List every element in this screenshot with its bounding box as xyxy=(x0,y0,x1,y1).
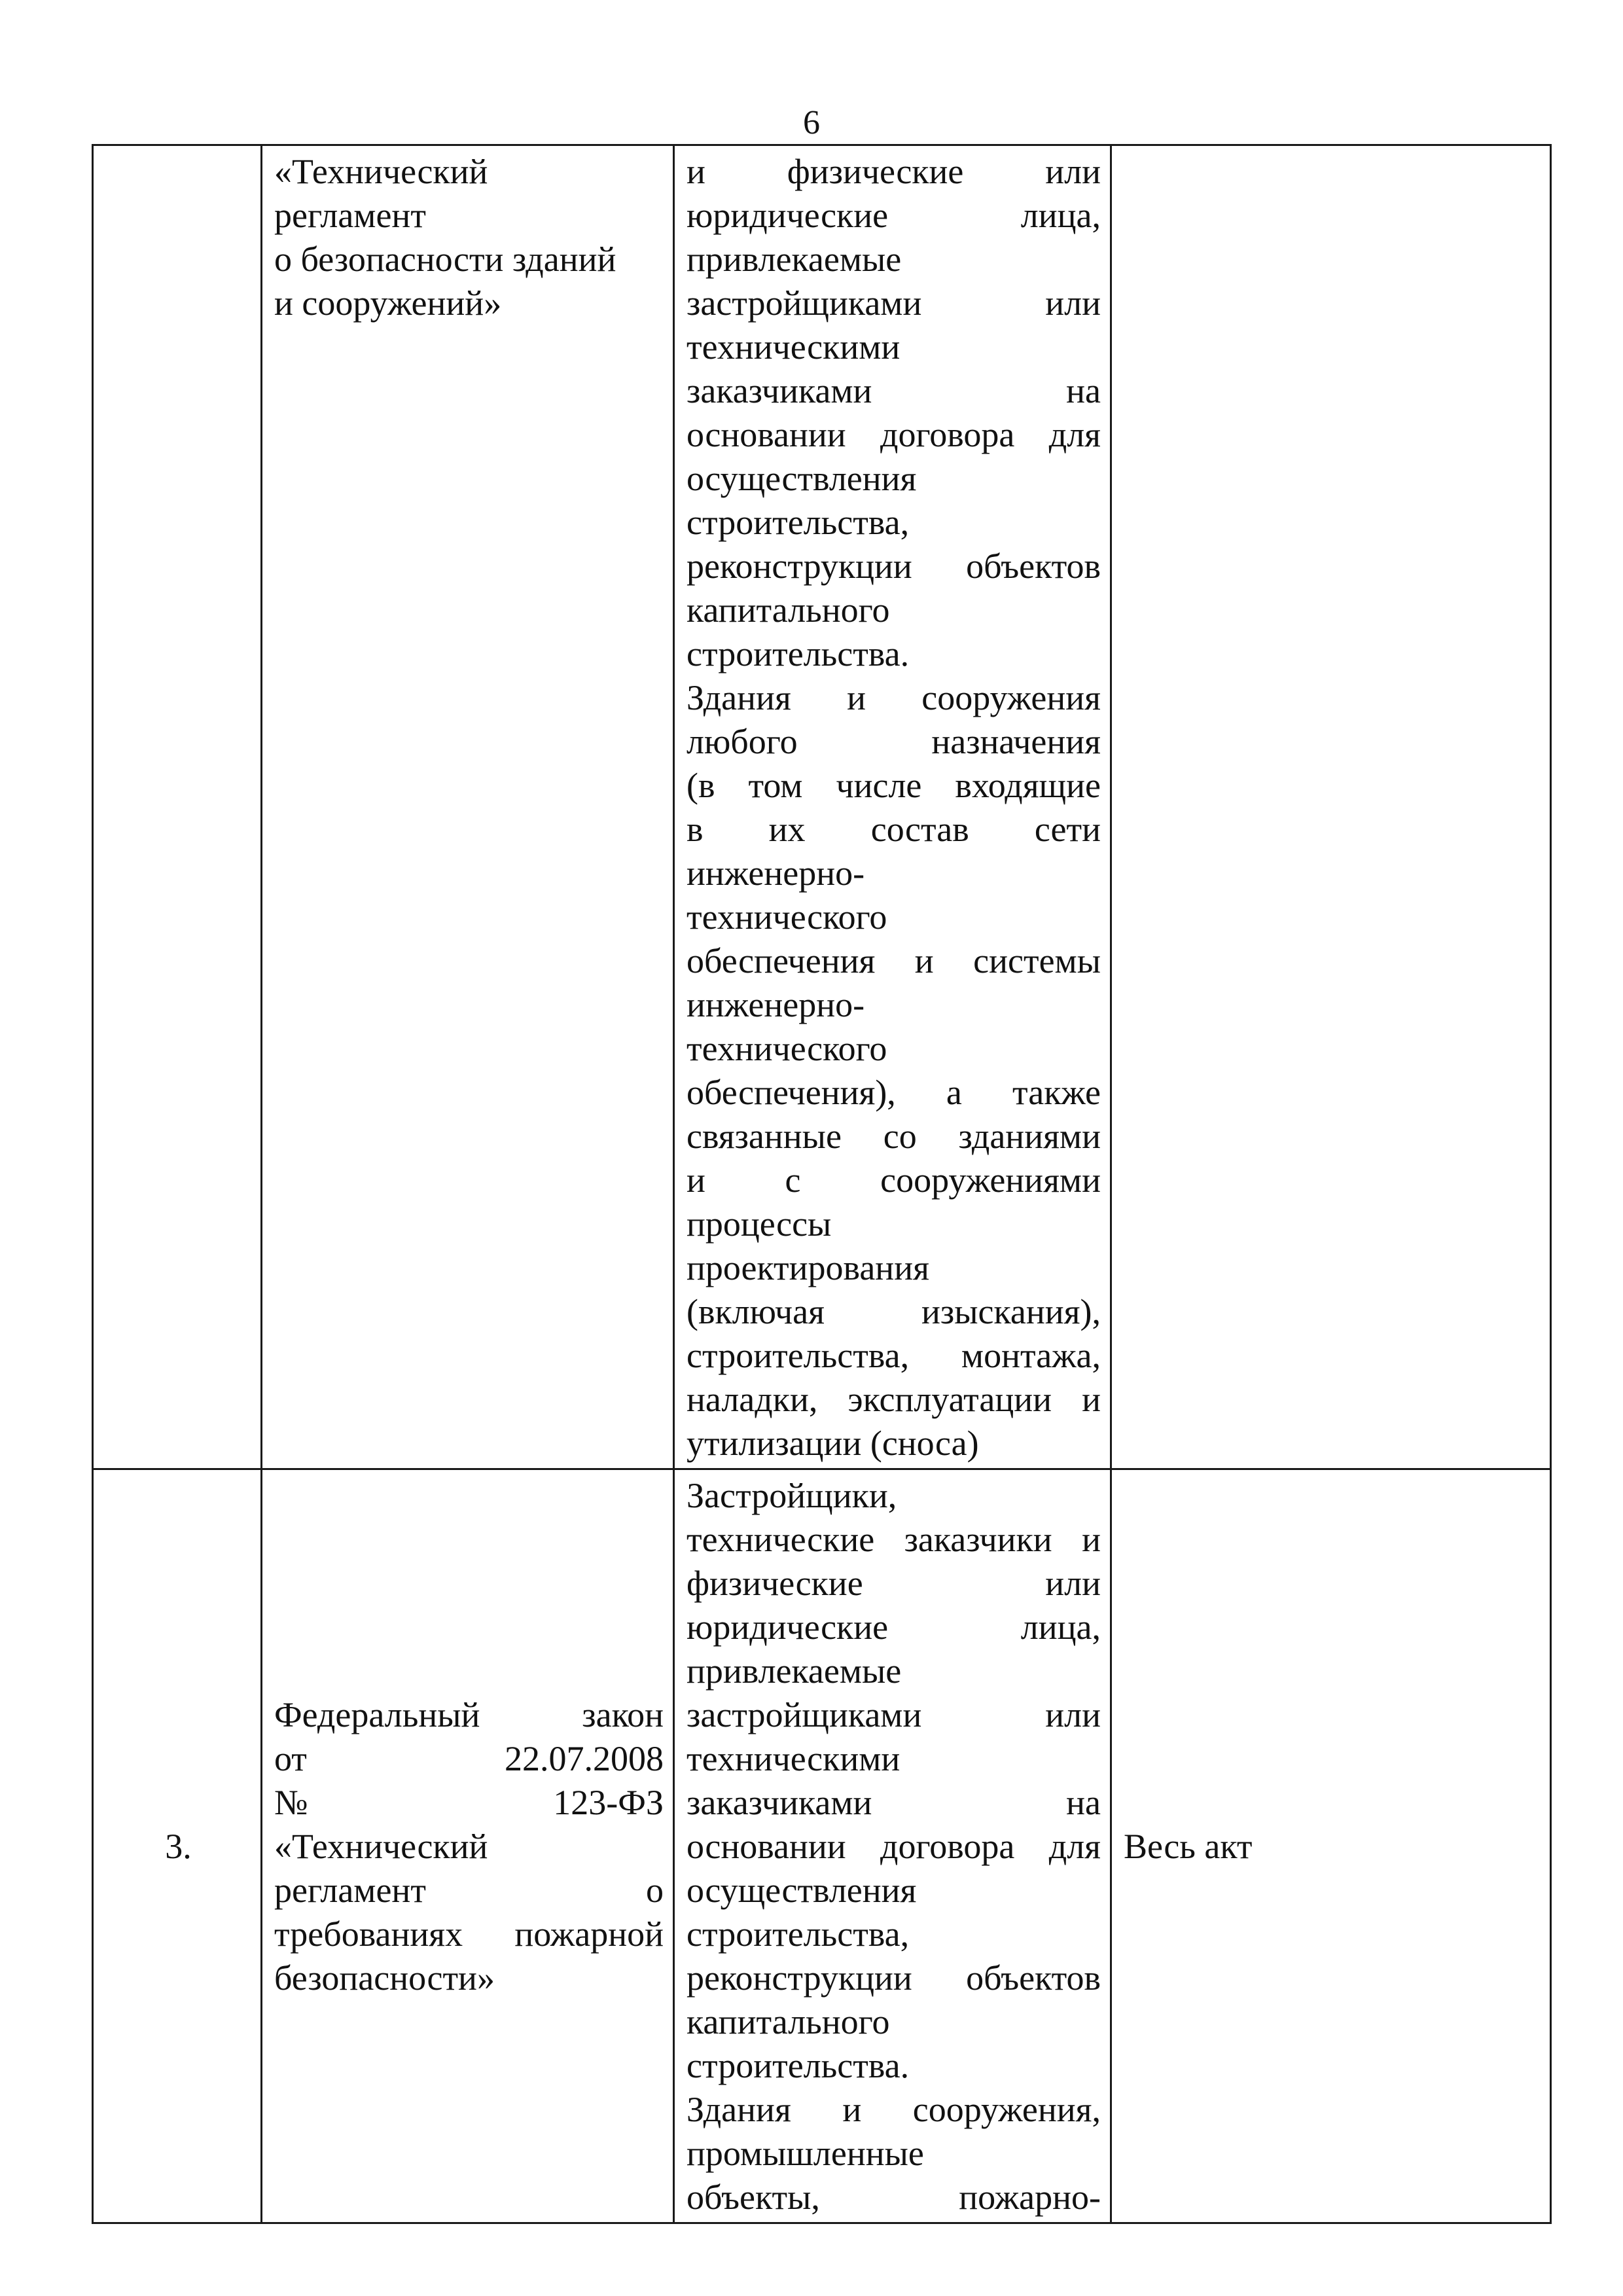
text-line: привлекаемые xyxy=(687,240,902,279)
text-line: и физические или xyxy=(687,152,1101,191)
text-line: строительства, монтажа, xyxy=(687,1336,1101,1375)
subjects-text xyxy=(687,1474,1101,2219)
text-line: техническими xyxy=(687,327,901,367)
scope-text: Весь акт xyxy=(1124,1827,1253,1866)
text-line: проектирования xyxy=(687,1248,929,1287)
act-cell xyxy=(262,1469,674,2223)
text-line: технического xyxy=(687,1029,887,1068)
text-line: Застройщики, xyxy=(687,1476,897,1515)
table-row xyxy=(93,145,1551,1469)
text-line: Здания и сооружения xyxy=(687,678,1101,717)
text-line: техническими xyxy=(687,1739,901,1778)
scope-cell xyxy=(1111,1469,1551,2223)
scope-cell xyxy=(1111,145,1551,1469)
text-line: связанные со зданиями xyxy=(687,1117,1101,1156)
text-line: застройщиками или xyxy=(687,1695,1101,1734)
row-number-cell xyxy=(93,145,262,1469)
text-line: строительства, xyxy=(687,1914,910,1954)
text-line: безопасности» xyxy=(274,1958,495,1998)
text-line: осуществления xyxy=(687,1871,917,1910)
text-line: инженерно- xyxy=(687,853,865,893)
text-line: строительства. xyxy=(687,2046,910,2085)
subjects-cell xyxy=(674,145,1111,1469)
act-text xyxy=(274,1693,664,2000)
text-line: технические заказчики и xyxy=(687,1520,1101,1559)
regulations-table xyxy=(92,144,1552,2224)
text-line: и с сооружениями xyxy=(687,1160,1101,1200)
act-cell xyxy=(262,145,674,1469)
text-line: обеспечения и системы xyxy=(687,941,1101,980)
text-line: № 123-ФЗ xyxy=(274,1783,664,1822)
text-line: от 22.07.2008 xyxy=(274,1739,664,1778)
row-number: 3. xyxy=(165,1827,192,1866)
text-line: в их состав сети xyxy=(687,810,1101,849)
subjects-cell xyxy=(674,1469,1111,2223)
text-line: Здания и сооружения, xyxy=(687,2090,1101,2129)
text-line: осуществления xyxy=(687,459,917,498)
text-line: технического xyxy=(687,897,887,937)
text-line: реконструкции объектов xyxy=(687,547,1101,586)
text-line: капитального xyxy=(687,2002,890,2041)
text-line: физические или xyxy=(687,1564,1101,1603)
text-line: регламент о xyxy=(274,1871,664,1910)
text-line: Федеральный закон xyxy=(274,1695,664,1734)
text-line: строительства, xyxy=(687,503,910,542)
text-line: объекты, пожарно- xyxy=(687,2178,1101,2217)
subjects-text xyxy=(687,150,1101,1465)
text-line: обеспечения), а также xyxy=(687,1073,1101,1112)
text-line: наладки, эксплуатации и xyxy=(687,1380,1101,1419)
text-line: заказчиками на xyxy=(687,371,1101,410)
text-line: инженерно- xyxy=(687,985,865,1024)
text-line: требованиях пожарной xyxy=(274,1914,664,1954)
text-line: любого назначения xyxy=(687,722,1101,761)
text-line: процессы xyxy=(687,1204,832,1244)
text-line: застройщиками или xyxy=(687,283,1101,323)
page-number: 6 xyxy=(803,104,820,141)
text-line: основании договора для xyxy=(687,1827,1101,1866)
text-line: (включая изыскания), xyxy=(687,1292,1101,1331)
text-line: регламент xyxy=(274,196,426,235)
table-row xyxy=(93,1469,1551,2223)
text-line: привлекаемые xyxy=(687,1651,902,1691)
text-line: промышленные xyxy=(687,2134,924,2173)
row-number-cell xyxy=(93,1469,262,2223)
text-line: «Технический xyxy=(274,152,488,191)
text-line: юридические лица, xyxy=(687,1607,1101,1647)
text-line: капитального xyxy=(687,590,890,630)
text-line: строительства. xyxy=(687,634,910,673)
text-line: основании договора для xyxy=(687,415,1101,454)
text-line: о безопасности зданий xyxy=(274,240,616,279)
text-line: реконструкции объектов xyxy=(687,1958,1101,1998)
text-line: (в том числе входящие xyxy=(687,766,1101,805)
text-line: утилизации (сноса) xyxy=(687,1424,979,1463)
text-line: заказчиками на xyxy=(687,1783,1101,1822)
text-line: «Технический xyxy=(274,1827,488,1866)
text-line: и сооружений» xyxy=(274,283,502,323)
text-line: юридические лица, xyxy=(687,196,1101,235)
act-text xyxy=(274,150,664,325)
